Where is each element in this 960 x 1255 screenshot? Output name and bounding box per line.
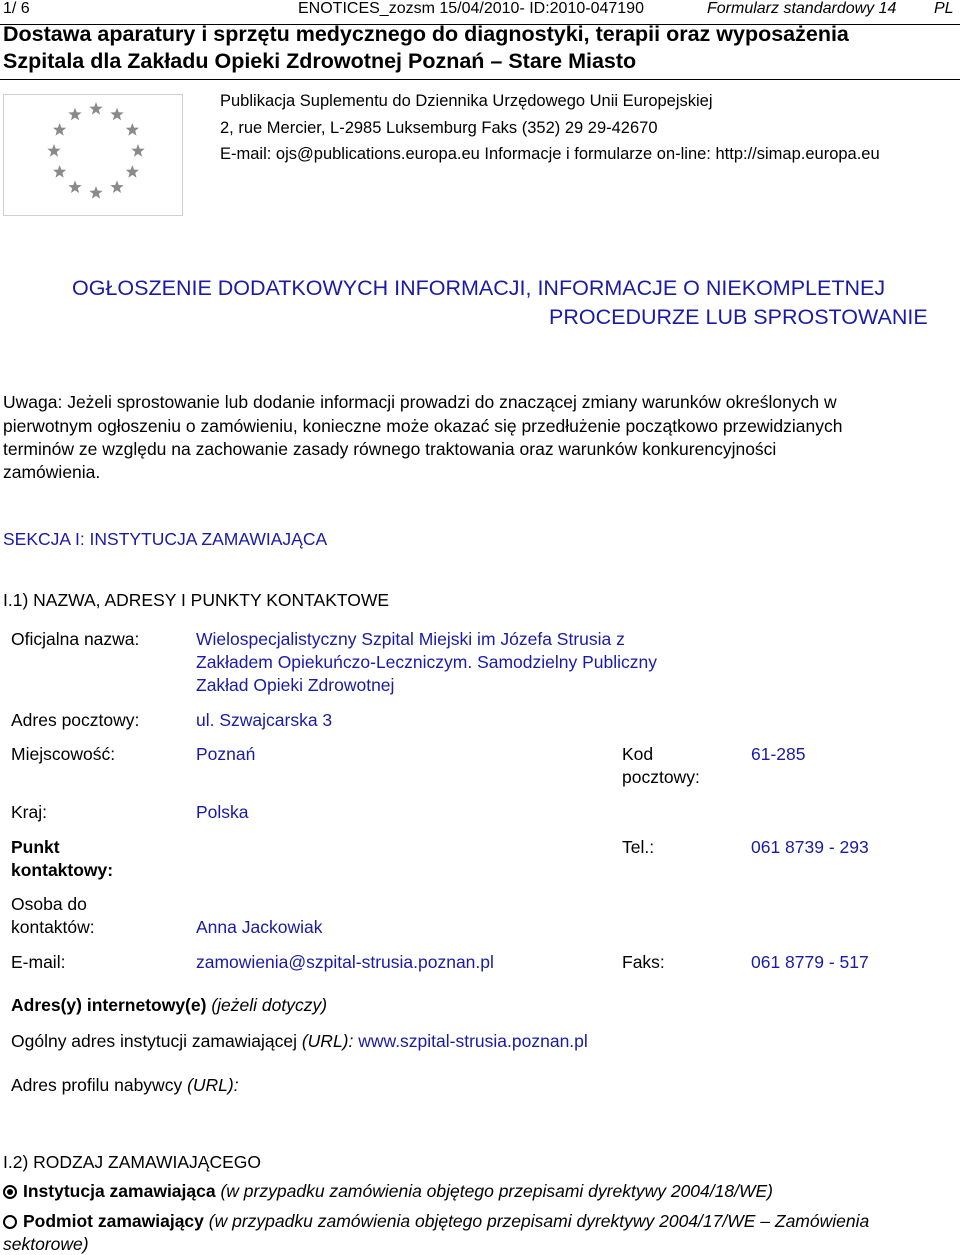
fax-label: Faks: xyxy=(622,952,665,972)
notice-id: ENOTICES_zozsm 15/04/2010- ID:2010-047190 xyxy=(298,0,644,17)
postal-address-value: ul. Szwajcarska 3 xyxy=(196,710,333,730)
general-url-note: (URL): xyxy=(301,1031,354,1051)
star-icon xyxy=(53,123,66,136)
publisher-line2: 2, rue Mercier, L-2985 Luksemburg Faks (352) 29 29-42670 xyxy=(220,119,658,137)
document-title-line2: Szpitala dla Zakładu Opieki Zdrowotnej Poznań – Stare Miasto xyxy=(3,49,637,73)
contact-person-label-line1: Osoba do xyxy=(11,894,87,914)
language-code: PL xyxy=(934,0,954,17)
document-title-line1: Dostawa aparatury i sprzętu medycznego do diagnostyki, terapii oraz wyposażenia xyxy=(3,22,849,46)
notice-title-line2: PROCEDURZE LUB SPROSTOWANIE xyxy=(549,305,928,329)
contact-person-label-line2: kontaktów: xyxy=(11,917,95,937)
warning-line3: terminów ze względu na zachowanie zasady równego traktowania oraz warunków konkurencyjności xyxy=(3,439,777,459)
official-name-value-line1: Wielospecjalistyczny Szpital Miejski im Józefa Strusia z xyxy=(196,629,625,649)
eu-stars-icon xyxy=(4,95,182,215)
publisher-line3: E-mail: ojs@publications.europa.eu Informacje i formularze on-line: http://simap.europa.eu xyxy=(220,145,880,163)
buyer-profile-url-row xyxy=(11,1075,239,1096)
country-value: Polska xyxy=(196,802,249,822)
contracting-entity-option[interactable] xyxy=(3,1211,869,1232)
zip-label-line1: Kod xyxy=(622,744,654,764)
star-icon xyxy=(68,108,81,121)
notice-title-line1: OGŁOSZENIE DODATKOWYCH INFORMACJI, INFORMACJE O NIEKOMPLETNEJ xyxy=(72,276,886,300)
contracting-entity-note-line2: sektorowe) xyxy=(3,1234,89,1254)
form-name: Formularz standardowy 14 xyxy=(707,0,897,17)
city-value: Poznań xyxy=(196,744,256,764)
tel-label: Tel.: xyxy=(622,837,655,857)
general-url-row xyxy=(11,1031,588,1052)
contact-person-value: Anna Jackowiak xyxy=(196,917,323,937)
eu-flag-logo xyxy=(3,94,183,216)
star-icon xyxy=(126,165,139,178)
star-icon xyxy=(110,180,123,193)
internet-address-heading xyxy=(11,995,327,1016)
general-url-link[interactable]: www.szpital-strusia.poznan.pl xyxy=(358,1031,588,1051)
buyer-profile-url-label: Adres profilu nabywcy xyxy=(11,1075,183,1095)
zip-label-line2: pocztowy: xyxy=(622,767,700,787)
star-icon xyxy=(47,144,60,157)
radio-unselected-icon[interactable] xyxy=(3,1215,17,1229)
country-label: Kraj: xyxy=(11,802,47,822)
city-label: Miejscowość: xyxy=(11,744,116,764)
fax-value: 061 8779 - 517 xyxy=(751,952,869,972)
contact-point-label-line2: kontaktowy: xyxy=(11,860,114,880)
subsection-2-heading: I.2) RODZAJ ZAMAWIAJĄCEGO xyxy=(3,1152,261,1172)
official-name-label: Oficjalna nazwa: xyxy=(11,629,140,649)
contracting-authority-option[interactable] xyxy=(3,1181,773,1202)
star-icon xyxy=(53,165,66,178)
publisher-line1: Publikacja Suplementu do Dziennika Urzędowego Unii Europejskiej xyxy=(220,92,713,110)
contracting-authority-note: (w przypadku zamówienia objętego przepisami dyrektywy 2004/18/WE) xyxy=(220,1181,773,1201)
internet-address-heading-text: Adres(y) internetowy(e) xyxy=(11,995,207,1015)
zip-value: 61-285 xyxy=(751,744,806,764)
contracting-entity-note-line1: (w przypadku zamówienia objętego przepisami dyrektywy 2004/17/WE – Zamówienia xyxy=(208,1211,870,1231)
subsection-1-heading: I.1) NAZWA, ADRESY I PUNKTY KONTAKTOWE xyxy=(3,590,390,610)
star-icon xyxy=(89,186,102,199)
contracting-authority-label: Instytucja zamawiająca xyxy=(23,1181,216,1201)
star-icon xyxy=(110,108,123,121)
title-rule xyxy=(0,79,960,80)
star-icon xyxy=(68,180,81,193)
star-icon xyxy=(89,102,102,115)
page-number: 1/ 6 xyxy=(3,0,30,17)
warning-line4: zamówienia. xyxy=(3,462,101,482)
email-value[interactable]: zamowienia@szpital-strusia.poznan.pl xyxy=(196,952,494,972)
warning-line1: Uwaga: Jeżeli sprostowanie lub dodanie informacji prowadzi do znaczącej zmiany warunków określonych w xyxy=(3,392,837,412)
radio-selected-icon[interactable] xyxy=(3,1185,17,1199)
contracting-entity-label: Podmiot zamawiający xyxy=(23,1211,204,1231)
internet-address-heading-note: (jeżeli dotyczy) xyxy=(211,995,328,1015)
official-name-value-line3: Zakład Opieki Zdrowotnej xyxy=(196,675,395,695)
section-heading: SEKCJA I: INSTYTUCJA ZAMAWIAJĄCA xyxy=(3,529,328,549)
general-url-label: Ogólny adres instytucji zamawiającej xyxy=(11,1031,297,1051)
star-icon xyxy=(126,123,139,136)
official-name-value-line2: Zakładem Opiekuńczo-Leczniczym. Samodzielny Publiczny xyxy=(196,652,658,672)
star-icon xyxy=(131,144,144,157)
buyer-profile-url-note: (URL): xyxy=(187,1075,239,1095)
email-label: E-mail: xyxy=(11,952,66,972)
warning-line2: pierwotnym ogłoszeniu o zamówieniu, konieczne może okazać się przedłużenie początkowo przewidzianych xyxy=(3,416,843,436)
tel-value: 061 8739 - 293 xyxy=(751,837,869,857)
postal-address-label: Adres pocztowy: xyxy=(11,710,140,730)
contact-point-label-line1: Punkt xyxy=(11,837,60,857)
